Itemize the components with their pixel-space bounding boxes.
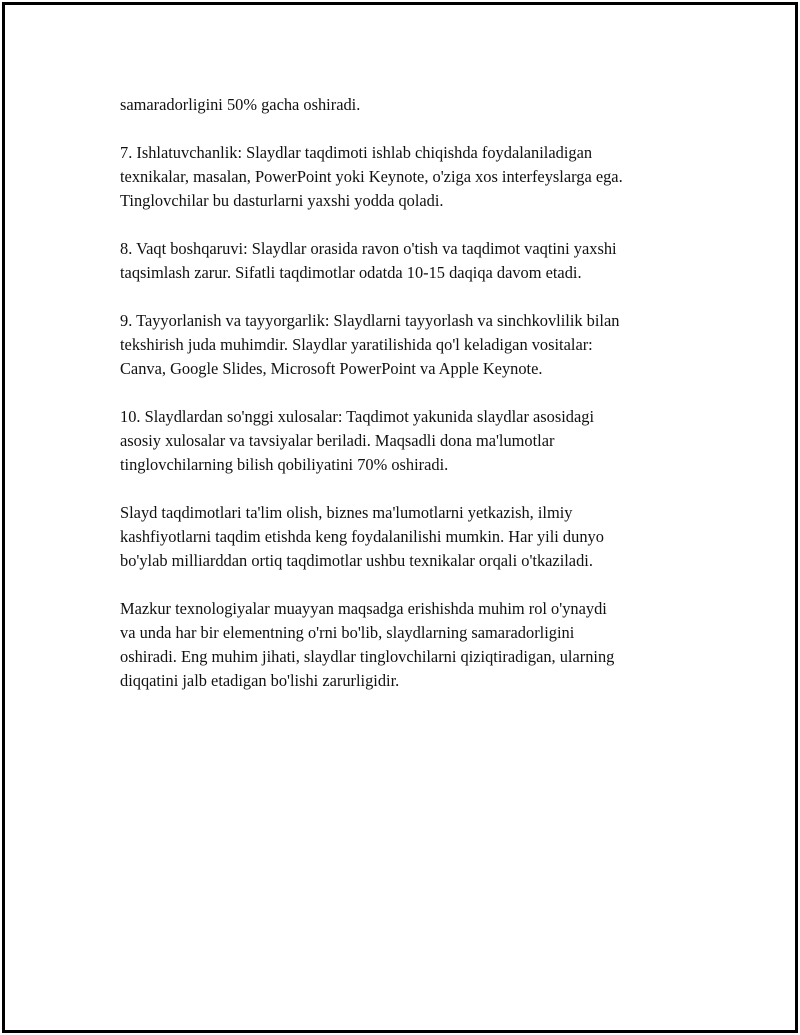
- paragraph-continuation: samaradorligini 50% gacha oshiradi.: [120, 95, 361, 114]
- paragraph-summary-2: Mazkur texnologiyalar muayyan maqsadga erishishda muhim rol o'ynaydi va unda har bir elementning o'rni bo'lib, slaydlarning samaradorligini oshiradi. Eng muhim jihati, slaydlar tinglovchilarni qiziqtiradigan, ularning diqqatini jalb etadigan bo'lishi zarurligidir.: [120, 599, 615, 690]
- paragraph-item-8: 8. Vaqt boshqaruvi: Slaydlar orasida ravon o'tish va taqdimot vaqtini yaxshi taqsimlash zarur. Sifatli taqdimotlar odatda 10-15 daqiqa davom etadi.: [120, 239, 617, 282]
- paragraph-summary-1: Slayd taqdimotlari ta'lim olish, biznes ma'lumotlarni yetkazish, ilmiy kashfiyotlarni taqdim etishda keng foydalanilishi mumkin. Har yili dunyo bo'ylab milliarddan ortiq taqdimotlar ushbu texnikalar orqali o'tkaziladi.: [120, 503, 604, 570]
- paragraph-item-9: 9. Tayyorlanish va tayyorgarlik: Slaydlarni tayyorlash va sinchkovlilik bilan tekshirish juda muhimdir. Slaydlar yaratilishida qo'l keladigan vositalar: Canva, Google Slides, Microsoft PowerPoint va Apple Keynote.: [120, 311, 620, 378]
- paragraph-item-7: 7. Ishlatuvchanlik: Slaydlar taqdimoti ishlab chiqishda foydalaniladigan texnikalar, masalan, PowerPoint yoki Keynote, o'ziga xos interfeyslarga ega. Tinglovchilar bu dasturlarni yaxshi yodda qoladi.: [120, 143, 623, 210]
- page-frame: [2, 2, 798, 1033]
- paragraph-item-10: 10. Slaydlardan so'nggi xulosalar: Taqdimot yakunida slaydlar asosidagi asosiy xulosalar va tavsiyalar beriladi. Maqsadli dona ma'lumotlar tinglovchilarning bilish qobiliyatini 70% oshiradi.: [120, 407, 595, 474]
- page-content: [120, 93, 710, 717]
